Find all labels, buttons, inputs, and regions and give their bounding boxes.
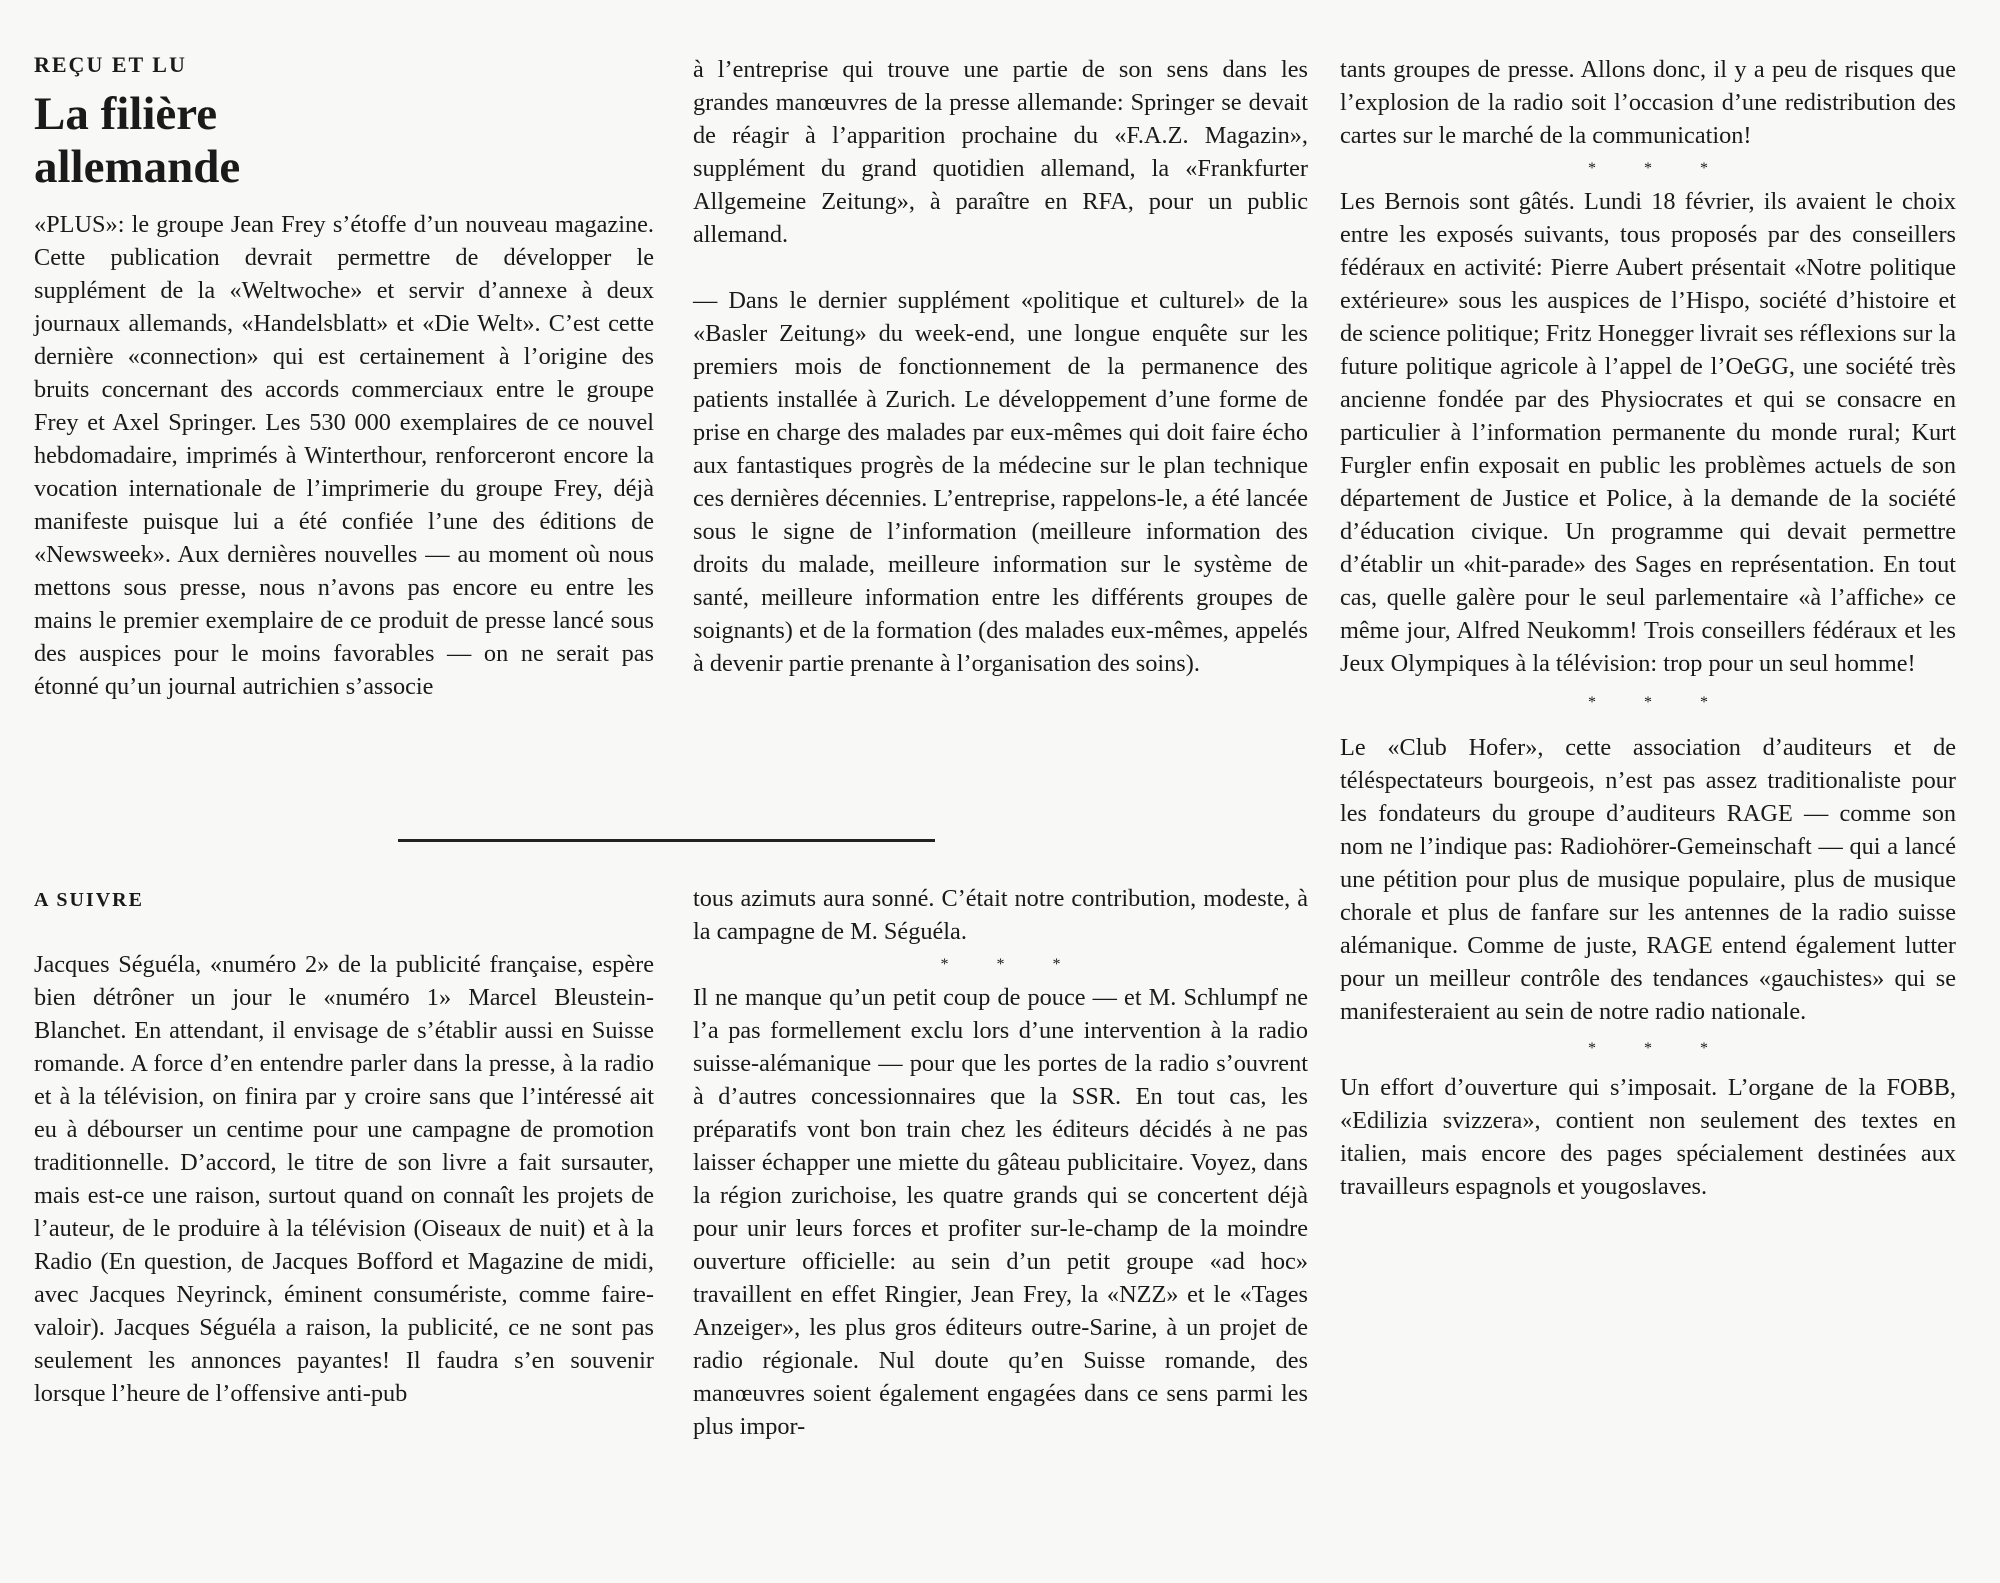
paragraph-bernois: Les Bernois sont gâtés. Lundi 18 février, ils avaient le choix entre les exposés suivants, tous proposés par des conseillers fédéraux en activité: Pierre Aubert présentait «Notre politique extérieure» sous les auspices de l’Hispo, société d’histoire et de science politique; Fritz Honegger livrait ses réflexions sur la future politique agricole à l’appel de l’OeGG, une société très ancienne fondée par des Physiocrates et qui se consacre en particulier à l’information permanente du monde rural; Kurt Furgler enfin exposait en public les problèmes actuels de son département de Justice et Police, à la demande de la société d’éducation civique. Un programme qui devait permettre d’établir un «hit-parade» des Sages en représentation. En tout cas, quelle galère pour le seul parlementaire «à l’affiche» ce même jour, Alfred Neukomm! Trois conseillers fédéraux et les Jeux Olympiques à la télévision: trop pour un seul homme!: [1340, 188, 1957, 677]
bottom-article-col2: [693, 882, 1308, 1443]
article-title: [34, 88, 654, 194]
paragraph-plus: «PLUS»: le groupe Jean Frey s’étoffe d’un nouveau magazine. Cette publication devrait permettre de développer le supplément de la «Weltwoche» et servir d’annexe à deux journaux allemands, «Handelsblatt» et «Die Welt». C’est cette dernière «connection» qui est certainement à l’origine des bruits concernant des accords commerciaux entre le groupe Frey et Axel Springer. Les 530 000 exemplaires de ce nouvel hebdomadaire, imprimés à Winterthour, renforceront encore la vocation internationale de l’imprimerie du groupe Frey, déjà manifeste puisque lui a été confiée l’une des éditions de «Newsweek». Aux dernières nouvelles — au moment où nous mettons sous presse, nous n’avons pas encore eu entre les mains le premier exemplaire de ce produit de presse lancé sous des auspices pour le moins favorables — on ne serait pas étonné qu’un journal autrichien s’associe: [34, 211, 654, 700]
paragraph-fobb: Un effort d’ouverture qui s’imposait. L’organe de la FOBB, «Edilizia svizzera», contient non seulement des textes en italien, mais encore des pages spécialement destinées aux travailleurs espagnols et yougoslaves.: [1340, 1074, 1956, 1200]
section-divider-rule: [398, 839, 935, 842]
title-line-2: allemande: [34, 141, 241, 193]
paragraph-basler-zeitung: — Dans le dernier supplément «politique et culturel» de la «Basler Zeitung» du week-end, une longue enquête sur les premiers mois de fonctionnement de la permanence des patients installée à Zurich. Le développement d’une forme de prise en charge des malades par eux-mêmes qui doit faire écho aux fantastiques progrès de la médecine sur le plan technique ces dernières décennies. L’entreprise, rappelons-le, a été lancée sous le signe de l’information (meilleure information des droits du malade, meilleure information sur le système de santé, meilleure information entre les différents groupes de soignants) et de la formation (des malades eux-mêmes, appelés à devenir partie prenante à l’organisation des soins).: [693, 287, 1308, 677]
bottom-article-col1: [34, 890, 654, 1410]
top-article-col2: [693, 53, 1308, 680]
top-article-col1: [34, 54, 654, 703]
column-3: [1340, 53, 1956, 1203]
paragraph-seguela: Jacques Séguéla, «numéro 2» de la publicité française, espère bien détrôner un jour le «numéro 1» Marcel Bleustein-Blanchet. En attendant, il envisage de s’établir aussi en Suisse romande. A force d’en entendre parler dans la presse, à la radio et à la télévision, on finira par y croire sans que l’intéressé ait eu à débourser un centime pour une campagne de promotion traditionnelle. D’accord, le titre de son livre a fait sursauter, mais est-ce une raison, surtout quand on connaît les projets de l’auteur, de le produire à la télévision (Oiseaux de nuit) et à la Radio (En question, de Jacques Bofford et Magazine de midi, avec Jacques Neyrinck, éminent consumériste, comme faire-valoir). Jacques Séguéla a raison, la publicité, ce ne sont pas seulement les annonces payantes! Il faudra s’en souvenir lorsque l’heure de l’offensive anti-pub: [34, 951, 654, 1407]
title-line-1: La filière: [34, 88, 218, 140]
kicker-recu-et-lu: REÇU ET LU: [34, 52, 187, 77]
paragraph-azimuts: tous azimuts aura sonné. C’était notre contribution, modeste, à la campagne de M. Séguéla.: [693, 885, 1308, 945]
paragraph-radio-concession: Il ne manque qu’un petit coup de pouce — et M. Schlumpf ne l’a pas formellement exclu lors d’une intervention à la radio suisse-alémanique — pour que les portes de la radio s’ouvrent à d’autres concessionnaires que la SSR. En tout cas, les préparatifs vont bon train chez les éditeurs décidés à ne pas laisser échapper une miette du gâteau publicitaire. Voyez, dans la région zurichoise, les quatre grands qui se concertent déjà pour unir leurs forces et profiter sur-le-champ de la moindre ouverture officielle: au sein d’un petit groupe «ad hoc» travaillent en effet Ringier, Jean Frey, la «NZZ» et le «Tages Anzeiger», les plus gros éditeurs outre-Sarine, à un projet de radio régionale. Nul doute qu’en Suisse romande, des manœuvres soient également engagées dans ce sens parmi les plus impor-: [693, 984, 1308, 1440]
paragraph-club-hofer: Le «Club Hofer», cette association d’auditeurs et de téléspectateurs bourgeois, n’est pas assez traditionaliste pour les fondateurs du groupe d’auditeurs RAGE — comme son nom ne l’indique pas: Radiohörer-Gemeinschaft — qui a lancé une pétition pour plus de musique populaire, plus de musique chorale et plus de fanfare sur les antennes de la radio suisse alémanique. Comme de juste, RAGE entend également lutter pour un meilleur contrôle des tendances «gauchistes» qui se manifesteraient au sein de notre radio nationale.: [1340, 734, 1956, 1025]
paragraph-springer: à l’entreprise qui trouve une partie de son sens dans les grandes manœuvres de la presse allemande: Springer se devait de réagir à l’apparition prochaine du «F.A.Z. Magazin», supplément du grand quotidien allemand, la «Frankfurter Allgemeine Zeitung», à paraître en RFA, pour un public allemand.: [693, 56, 1308, 248]
separator-stars: * * *: [1588, 1040, 1730, 1057]
separator-stars: * * *: [1588, 694, 1730, 711]
separator-stars: * * *: [940, 956, 1083, 973]
kicker-a-suivre: A SUIVRE: [34, 889, 144, 911]
separator-stars: * * *: [1588, 160, 1730, 177]
paragraph-groupes-presse: tants groupes de presse. Allons donc, il y a peu de risques que l’explosion de la radio soit l’occasion d’une redistribution des cartes sur le marché de la communication!: [1340, 56, 1956, 149]
